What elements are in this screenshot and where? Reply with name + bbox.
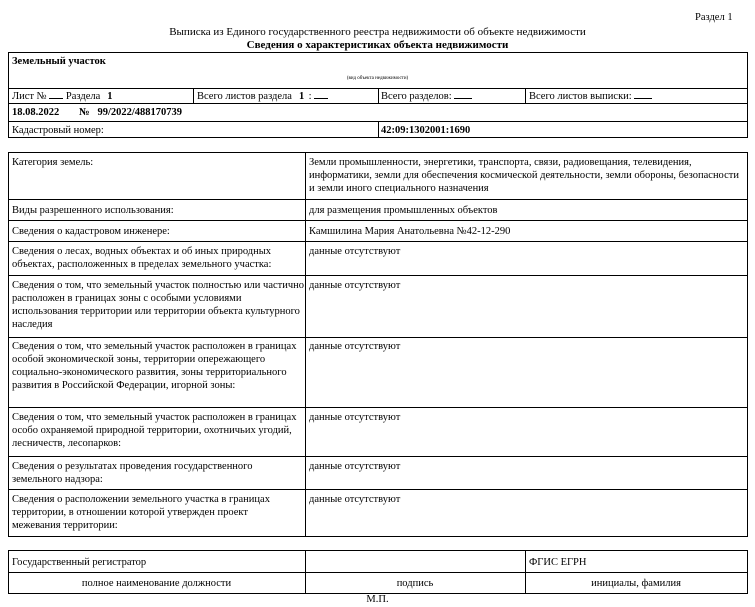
row-value-land-category: Земли промышленности, энергетики, транспорта, связи, радиовещания, телевидения, информатики, земли для обеспечения космической деятельности, земли обороны, безопасности и земли иного специального назначения [309, 157, 739, 194]
row-value-permitted-use: для размещения промышленных объектов [309, 205, 498, 216]
row-label-land-supervision: Сведения о результатах проведения государственного земельного надзора: [12, 461, 253, 485]
document-title: Выписка из Единого государственного реестра недвижимости об объекте недвижимости [169, 26, 586, 38]
cadastral-label: Кадастровый номер: [12, 125, 104, 136]
row-value-surveying-project: данные отсутствуют [309, 494, 401, 505]
sheet-number: Лист № Раздела 1 [12, 90, 117, 104]
row-label-permitted-use: Виды разрешенного использования: [12, 205, 174, 216]
object-type-caption: (вид объекта недвижимости) [346, 76, 409, 81]
document-number: № 99/2022/488170739 [79, 107, 183, 118]
row-label-economic-zone: Сведения о том, что земельный участок расположен в границах особой экономической зоны, территории опережающего социально-экономического развития, зоны территориального развития в Российской Федерации, игорной зоны: [12, 341, 297, 391]
section-label: Раздел 1 [695, 12, 733, 23]
total-extract-sheets: Всего листов выписки: [529, 90, 652, 103]
registrar-organization: ФГИС ЕГРН [529, 557, 587, 568]
total-section-sheets: Всего листов раздела 1 : [197, 90, 328, 104]
caption-position: полное наименование должности [81, 578, 232, 589]
caption-name: инициалы, фамилия [591, 578, 681, 589]
row-value-natural-objects: данные отсутствуют [309, 246, 401, 257]
caption-signature: подпись [396, 578, 434, 589]
row-value-special-zone: данные отсутствуют [309, 280, 401, 291]
row-label-surveying-project: Сведения о расположении земельного участка в границах территории, в отношении которой утвержден проект межевания территории: [12, 494, 270, 531]
cadastral-number: 42:09:1302001:1690 [381, 125, 471, 136]
row-value-land-supervision: данные отсутствуют [309, 461, 401, 472]
registrar-position: Государственный регистратор [12, 557, 147, 568]
row-value-cadastral-engineer: Камшилина Мария Анатольевна №42-12-290 [309, 226, 511, 237]
row-label-special-zone: Сведения о том, что земельный участок полностью или частично расположен в границах зоны с особыми условиями использования территории или территории объекта культурного наследия [12, 280, 305, 330]
row-label-natural-objects: Сведения о лесах, водных объектах и об иных природных объектах, расположенных в пределах земельного участка: [12, 246, 272, 270]
row-value-economic-zone: данные отсутствуют [309, 341, 401, 352]
row-value-protected-territory: данные отсутствуют [309, 412, 401, 423]
document-subtitle: Сведения о характеристиках объекта недвижимости [246, 39, 509, 51]
object-type: Земельный участок [12, 56, 106, 67]
total-sections: Всего разделов: [381, 90, 472, 103]
stamp-place: М.П. [366, 594, 389, 605]
document-date: 18.08.2022 [12, 107, 60, 118]
row-label-cadastral-engineer: Сведения о кадастровом инженере: [12, 226, 170, 237]
row-label-protected-territory: Сведения о том, что земельный участок расположен в границах особо охраняемой природной территории, охотничьих угодий, лесничеств, лесопарков: [12, 412, 297, 449]
row-label-land-category: Категория земель: [12, 157, 94, 168]
